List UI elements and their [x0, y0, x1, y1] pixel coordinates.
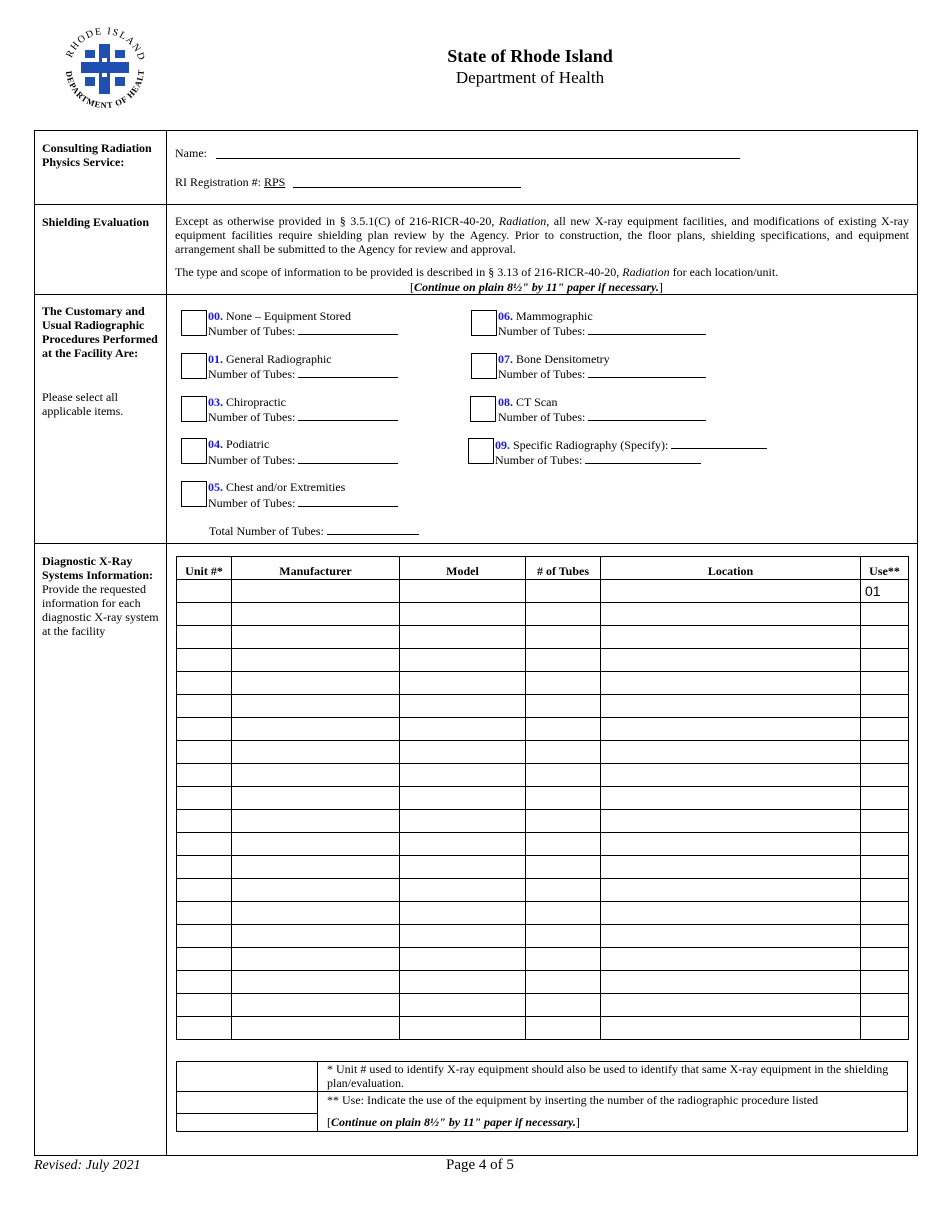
location-cell[interactable]: [601, 833, 861, 856]
table-row: [177, 580, 909, 603]
location-cell[interactable]: [601, 810, 861, 833]
name-field[interactable]: [216, 146, 740, 159]
checkbox-08[interactable]: [470, 396, 496, 422]
registration-prefix: RPS: [264, 175, 286, 189]
total-tubes-field[interactable]: [327, 523, 419, 535]
table-row: [177, 856, 909, 879]
tubes-cell[interactable]: [526, 580, 601, 603]
model-cell[interactable]: [400, 580, 526, 603]
column-header-tubes: # of Tubes: [526, 557, 601, 580]
manufacturer-cell[interactable]: [232, 718, 400, 741]
manufacturer-cell[interactable]: [232, 603, 400, 626]
manufacturer-cell[interactable]: [232, 741, 400, 764]
model-cell[interactable]: [400, 833, 526, 856]
use-cell[interactable]: [861, 672, 909, 695]
tubes-cell[interactable]: [526, 672, 601, 695]
table-row: [177, 787, 909, 810]
checkbox-07[interactable]: [471, 353, 497, 379]
unit-cell[interactable]: [177, 1017, 232, 1040]
tubes-field-01[interactable]: [298, 366, 398, 378]
column-header-location: Location: [601, 557, 861, 580]
tubes-cell[interactable]: [526, 971, 601, 994]
column-header-unit: Unit #*: [177, 557, 232, 580]
model-cell[interactable]: [400, 902, 526, 925]
tubes-cell[interactable]: [526, 948, 601, 971]
manufacturer-cell[interactable]: [232, 672, 400, 695]
unit-cell[interactable]: [177, 695, 232, 718]
header-title: State of Rhode Island: [447, 46, 613, 66]
model-cell[interactable]: [400, 787, 526, 810]
table-row: [177, 810, 909, 833]
location-cell[interactable]: [601, 649, 861, 672]
tubes-field-05[interactable]: [298, 495, 398, 507]
tubes-cell[interactable]: [526, 741, 601, 764]
table-row: [177, 672, 909, 695]
location-cell[interactable]: [601, 856, 861, 879]
model-cell[interactable]: [400, 626, 526, 649]
checkbox-06[interactable]: [471, 310, 497, 336]
shielding-paragraph-1: Except as otherwise provided in § 3.5.1(C) of 216-RICR-40-20, Radiation, all new X-ray equipment facilities, and modifications of existing X-ray equipment facilities require shielding plan review by the Agency. Prior to construction, the floor plans, shielding specifications, and equipment arrangement shall be submitted to the Agency for review and approval.: [175, 214, 909, 256]
location-cell[interactable]: [601, 1017, 861, 1040]
model-cell[interactable]: [400, 764, 526, 787]
tubes-label-08: Number of Tubes:: [498, 409, 706, 424]
column-header-manufacturer: Manufacturer: [232, 557, 400, 580]
manufacturer-cell[interactable]: [232, 879, 400, 902]
checkbox-09[interactable]: [468, 438, 494, 464]
manufacturer-cell[interactable]: [232, 1017, 400, 1040]
tubes-label-04: Number of Tubes:: [208, 452, 398, 467]
location-cell[interactable]: [601, 948, 861, 971]
location-cell[interactable]: [601, 925, 861, 948]
tubes-field-08[interactable]: [588, 409, 706, 421]
use-cell[interactable]: [861, 948, 909, 971]
table-row: [177, 971, 909, 994]
shielding-paragraph-2: The type and scope of information to be provided is described in § 3.13 of 216-RICR-40-20, Radiation for each location/unit.: [175, 265, 779, 279]
manufacturer-cell[interactable]: [232, 787, 400, 810]
table-row: [177, 695, 909, 718]
tubes-cell[interactable]: [526, 879, 601, 902]
use-cell[interactable]: [861, 1017, 909, 1040]
unit-cell[interactable]: [177, 603, 232, 626]
manufacturer-cell[interactable]: [232, 833, 400, 856]
tubes-cell[interactable]: [526, 833, 601, 856]
unit-cell[interactable]: [177, 833, 232, 856]
procedure-item-04: 04. Podiatric: [208, 437, 270, 451]
unit-cell[interactable]: [177, 764, 232, 787]
tubes-cell[interactable]: [526, 764, 601, 787]
model-cell[interactable]: [400, 925, 526, 948]
name-label: Name:: [175, 146, 207, 160]
table-notes: [176, 1061, 908, 1132]
column-header-use: Use**: [861, 557, 909, 580]
note-continue: [Continue on plain 8½" by 11" paper if necessary.]: [327, 1115, 580, 1129]
model-cell[interactable]: [400, 1017, 526, 1040]
unit-cell[interactable]: [177, 902, 232, 925]
systems-label: Diagnostic X-Ray Systems Information:: [42, 554, 153, 582]
manufacturer-cell[interactable]: [232, 856, 400, 879]
tubes-field-00[interactable]: [298, 323, 398, 335]
tubes-field-09[interactable]: [585, 452, 701, 464]
procedure-item-05: 05. Chest and/or Extremities: [208, 480, 346, 494]
registration-field[interactable]: [293, 175, 521, 188]
table-row: [177, 626, 909, 649]
tubes-cell[interactable]: [526, 626, 601, 649]
procedure-item-09: 09. Specific Radiography (Specify):: [495, 437, 767, 452]
rhode-island-health-seal: [58, 22, 152, 116]
tubes-field-07[interactable]: [588, 366, 706, 378]
tubes-cell[interactable]: [526, 902, 601, 925]
tubes-label-03: Number of Tubes:: [208, 409, 398, 424]
note-use: ** Use: Indicate the use of the equipment by inserting the number of the radiographic procedure listed: [327, 1093, 819, 1107]
table-row: [177, 925, 909, 948]
model-cell[interactable]: [400, 603, 526, 626]
model-cell[interactable]: [400, 718, 526, 741]
table-row: [177, 1017, 909, 1040]
table-row: [177, 603, 909, 626]
location-cell[interactable]: [601, 741, 861, 764]
use-cell[interactable]: [861, 994, 909, 1017]
model-cell[interactable]: [400, 649, 526, 672]
manufacturer-cell[interactable]: [232, 695, 400, 718]
total-tubes-label: Total Number of Tubes:: [209, 523, 419, 538]
use-cell[interactable]: [861, 810, 909, 833]
model-cell[interactable]: [400, 994, 526, 1017]
tubes-field-04[interactable]: [298, 452, 398, 464]
procedure-item-03: 03. Chiropractic: [208, 395, 286, 409]
use-cell[interactable]: [861, 833, 909, 856]
tubes-label-01: Number of Tubes:: [208, 366, 398, 381]
manufacturer-cell[interactable]: [232, 994, 400, 1017]
tubes-cell[interactable]: [526, 718, 601, 741]
checkbox-01[interactable]: [181, 353, 207, 379]
column-header-model: Model: [400, 557, 526, 580]
specify-field[interactable]: [671, 437, 767, 449]
location-cell[interactable]: [601, 764, 861, 787]
use-cell[interactable]: [861, 856, 909, 879]
unit-cell[interactable]: [177, 672, 232, 695]
tubes-label-09: Number of Tubes:: [495, 452, 701, 467]
registration-label: RI Registration #: RPS: [175, 175, 286, 189]
manufacturer-cell[interactable]: [232, 649, 400, 672]
table-row: [177, 902, 909, 925]
model-cell[interactable]: [400, 672, 526, 695]
procedure-item-07: 07. Bone Densitometry: [498, 352, 610, 366]
checkbox-04[interactable]: [181, 438, 207, 464]
header-subtitle: Department of Health: [455, 68, 605, 87]
tubes-label-07: Number of Tubes:: [498, 366, 706, 381]
procedure-item-01: 01. General Radiographic: [208, 352, 332, 366]
location-cell[interactable]: [601, 695, 861, 718]
location-cell[interactable]: [601, 603, 861, 626]
table-header-row: [177, 557, 909, 580]
shielding-continue-note: [Continue on plain 8½" by 11" paper if necessary.]: [410, 280, 663, 294]
use-cell[interactable]: [861, 764, 909, 787]
unit-cell[interactable]: [177, 810, 232, 833]
manufacturer-cell[interactable]: [232, 925, 400, 948]
location-cell[interactable]: [601, 971, 861, 994]
location-cell[interactable]: [601, 672, 861, 695]
model-cell[interactable]: [400, 856, 526, 879]
location-cell[interactable]: [601, 626, 861, 649]
tubes-label-05: Number of Tubes:: [208, 495, 398, 510]
model-cell[interactable]: [400, 810, 526, 833]
location-cell[interactable]: [601, 994, 861, 1017]
use-cell[interactable]: [861, 879, 909, 902]
table-row: [177, 833, 909, 856]
unit-cell[interactable]: [177, 741, 232, 764]
manufacturer-cell[interactable]: [232, 902, 400, 925]
table-row: [177, 764, 909, 787]
use-cell[interactable]: [861, 695, 909, 718]
use-cell[interactable]: [861, 626, 909, 649]
unit-cell[interactable]: [177, 994, 232, 1017]
manufacturer-cell[interactable]: [232, 810, 400, 833]
unit-cell[interactable]: [177, 718, 232, 741]
location-cell[interactable]: [601, 787, 861, 810]
model-cell[interactable]: [400, 879, 526, 902]
procedures-label: The Customary and Usual Radiographic Procedures Performed at the Facility Are:: [42, 304, 158, 360]
use-cell[interactable]: [861, 741, 909, 764]
unit-cell[interactable]: [177, 925, 232, 948]
use-cell[interactable]: [861, 787, 909, 810]
page-number: Page 4 of 5: [446, 1157, 514, 1173]
model-cell[interactable]: [400, 695, 526, 718]
location-cell[interactable]: [601, 580, 861, 603]
location-cell[interactable]: [601, 879, 861, 902]
use-cell[interactable]: [861, 649, 909, 672]
note-unit-number: * Unit # used to identify X-ray equipment should also be used to identify that same X-ray equipment in the shielding plan/evaluation.: [327, 1062, 889, 1090]
consulting-service-label: Consulting Radiation Physics Service:: [42, 141, 152, 169]
unit-cell[interactable]: [177, 879, 232, 902]
use-cell[interactable]: [861, 971, 909, 994]
unit-cell[interactable]: [177, 649, 232, 672]
xray-systems-table: [176, 556, 909, 1040]
tubes-cell[interactable]: [526, 994, 601, 1017]
checkbox-03[interactable]: [181, 396, 207, 422]
unit-cell[interactable]: [177, 948, 232, 971]
tubes-cell[interactable]: [526, 603, 601, 626]
table-row: [177, 649, 909, 672]
checkbox-05[interactable]: [181, 481, 207, 507]
table-row: [177, 879, 909, 902]
tubes-field-06[interactable]: [588, 323, 706, 335]
unit-cell[interactable]: [177, 971, 232, 994]
manufacturer-cell[interactable]: [232, 948, 400, 971]
revised-date: Revised: July 2021: [34, 1158, 141, 1173]
shielding-evaluation-label: Shielding Evaluation: [42, 215, 150, 229]
procedure-item-06: 06. Mammographic: [498, 309, 593, 323]
procedure-item-08: 08. CT Scan: [498, 395, 558, 409]
unit-cell[interactable]: [177, 580, 232, 603]
tubes-label-06: Number of Tubes:: [498, 323, 706, 338]
unit-cell[interactable]: [177, 626, 232, 649]
table-row: [177, 948, 909, 971]
use-cell[interactable]: [861, 902, 909, 925]
manufacturer-cell[interactable]: [232, 971, 400, 994]
tubes-label-00: Number of Tubes:: [208, 323, 398, 338]
checkbox-00[interactable]: [181, 310, 207, 336]
systems-description: Provide the requested information for each diagnostic X-ray system at the facility: [42, 582, 159, 638]
unit-cell[interactable]: [177, 856, 232, 879]
tubes-cell[interactable]: [526, 1017, 601, 1040]
unit-cell[interactable]: [177, 787, 232, 810]
table-row: [177, 741, 909, 764]
use-cell[interactable]: [861, 925, 909, 948]
model-cell[interactable]: [400, 948, 526, 971]
tubes-field-03[interactable]: [298, 409, 398, 421]
svg-text:DEPARTMENT OF HEALTH: DEPARTMENT OF HEALT: [63, 68, 147, 111]
svg-text:RHODE ISLAND: RHODE ISLAND: [64, 25, 148, 63]
procedures-instruction: Please select all applicable items.: [42, 390, 124, 418]
manufacturer-cell[interactable]: [232, 626, 400, 649]
tubes-cell[interactable]: [526, 695, 601, 718]
use-cell[interactable]: [861, 718, 909, 741]
manufacturer-cell[interactable]: [232, 580, 400, 603]
tubes-cell[interactable]: [526, 810, 601, 833]
tubes-cell[interactable]: [526, 856, 601, 879]
tubes-cell[interactable]: [526, 925, 601, 948]
use-cell[interactable]: 01: [861, 580, 909, 603]
use-cell[interactable]: [861, 603, 909, 626]
table-row: [177, 994, 909, 1017]
procedure-item-00: 00. None – Equipment Stored: [208, 309, 351, 323]
manufacturer-cell[interactable]: [232, 764, 400, 787]
location-cell[interactable]: [601, 718, 861, 741]
tubes-cell[interactable]: [526, 787, 601, 810]
tubes-cell[interactable]: [526, 649, 601, 672]
table-row: [177, 718, 909, 741]
model-cell[interactable]: [400, 971, 526, 994]
model-cell[interactable]: [400, 741, 526, 764]
location-cell[interactable]: [601, 902, 861, 925]
